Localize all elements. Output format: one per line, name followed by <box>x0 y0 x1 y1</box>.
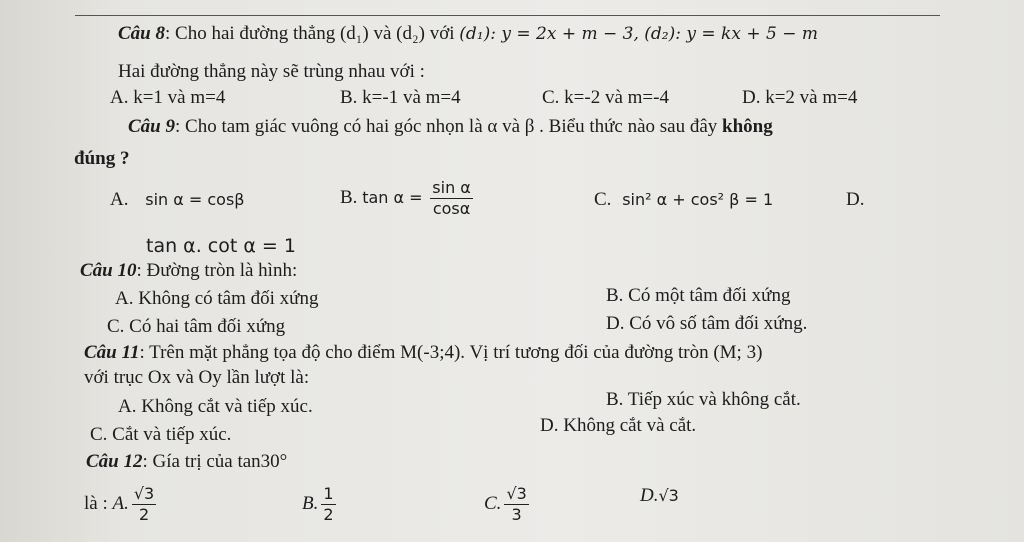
q9-option-a-label: A. <box>110 189 129 210</box>
q9-label: Câu 9 <box>128 116 175 137</box>
top-rule <box>75 15 940 16</box>
q12-la: là : <box>84 493 108 514</box>
q12-option-a-den: 2 <box>138 505 150 525</box>
q9-option-a-formula: sin α = cosβ <box>145 190 245 209</box>
q9-text2: đúng ? <box>74 148 130 169</box>
q11-option-b: B. Tiếp xúc và không cắt. <box>606 389 801 410</box>
q8-formula: (d₁): y = 2x + m − 3, (d₂): y = kx + 5 − m <box>459 24 818 44</box>
q8-option-a: A. k=1 và m=4 <box>110 87 226 108</box>
q12-option-c <box>484 480 532 528</box>
q12-option-b-den: 2 <box>323 505 334 525</box>
q10-option-d: D. Có vô số tâm đối xứng. <box>606 313 808 334</box>
q12-option-b <box>302 480 339 528</box>
q9-option-c <box>594 188 773 212</box>
q9-option-d-formula: tan α. cot α = 1 <box>146 235 296 257</box>
q11-stem <box>84 341 762 365</box>
q12-label: Câu 12 <box>86 451 143 472</box>
q11-option-c: C. Cắt và tiếp xúc. <box>90 424 232 445</box>
q9-option-b-den: cosα <box>432 199 471 219</box>
q8-option-d: D. k=2 và m=4 <box>742 87 858 108</box>
q12-option-c-label: C. <box>484 493 502 514</box>
q10-option-a: A. Không có tâm đối xứng <box>115 288 319 309</box>
q12-text: : Gía trị của tan30° <box>142 451 288 472</box>
q12-option-b-fraction <box>321 484 335 525</box>
q9-option-d-label: D. <box>846 189 865 210</box>
q9-option-b-fraction <box>430 178 473 219</box>
q11-label: Câu 11 <box>84 342 140 363</box>
q12-option-b-label: B. <box>302 493 319 514</box>
q12-option-a <box>84 480 159 528</box>
q8-option-c: C. k=-2 và m=-4 <box>542 87 669 108</box>
q11-stem2: với trục Ox và Oy lần lượt là: <box>84 367 310 388</box>
q12-stem <box>86 450 287 474</box>
q12-option-d-label: D. <box>640 485 659 506</box>
q11-text: : Trên mặt phẳng tọa độ cho điểm M(-3;4). Vị trí tương đối của đường tròn (M; 3) <box>139 342 763 363</box>
q9-option-b-num: sin α <box>432 178 471 198</box>
q9-option-a <box>110 188 245 212</box>
q12-option-a-num: √3 <box>133 484 155 504</box>
q10-option-c: C. Có hai tâm đối xứng <box>107 316 286 337</box>
q12-option-d <box>640 484 679 508</box>
q11-option-a: A. Không cắt và tiếp xúc. <box>118 396 313 417</box>
q9-option-b-lhs: tan α = <box>362 188 423 207</box>
q8-stem2: Hai đường thẳng này sẽ trùng nhau với : <box>118 61 425 82</box>
q12-option-b-num: 1 <box>323 484 334 504</box>
q12-option-c-fraction <box>504 484 528 525</box>
q10-option-b: B. Có một tâm đối xứng <box>606 285 791 306</box>
q9-bold-word: không <box>722 116 773 137</box>
q9-text1: : Cho tam giác vuông có hai góc nhọn là α và β . Biểu thức nào sau đây <box>175 116 718 137</box>
q12-option-a-label: A. <box>112 493 129 514</box>
q9-option-b-label: B. <box>340 187 358 208</box>
q8-text: : Cho hai đường thẳng (d₁) và (d₂) với <box>165 23 455 44</box>
q9-option-c-label: C. <box>594 189 612 210</box>
q12-option-c-num: √3 <box>506 484 527 504</box>
q11-option-d: D. Không cắt và cắt. <box>540 415 697 436</box>
q8-option-b: B. k=-1 và m=4 <box>340 87 461 108</box>
q10-stem <box>80 259 297 283</box>
q9-option-c-formula: sin² α + cos² β = 1 <box>622 190 774 209</box>
q10-label: Câu 10 <box>80 260 137 281</box>
q9-stem <box>128 115 773 139</box>
q12-option-c-den: 3 <box>511 505 522 525</box>
q8-label: Câu 8 <box>118 23 165 44</box>
q8-stem <box>118 22 818 46</box>
q9-option-b <box>340 174 476 222</box>
q12-option-a-fraction <box>132 484 156 525</box>
q10-text: : Đường tròn là hình: <box>136 260 298 281</box>
q12-option-d-value: √3 <box>658 486 679 505</box>
